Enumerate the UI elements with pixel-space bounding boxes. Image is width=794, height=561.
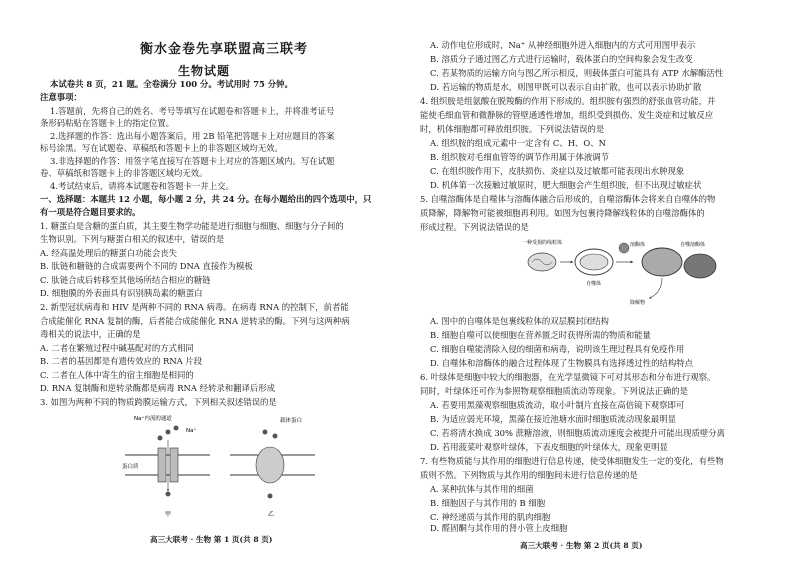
option-line: A. 动作电位形成时，Na⁺ 从神经细胞外进入细胞内的方式可用图甲表示 [430, 40, 696, 50]
question-line: 质降解，降解物可能被细胞再利用。如图为包裹待降解线粒体的自噬溶酶体的 [420, 208, 705, 218]
option-line: C. 若将清水换成 30% 蔗糖溶液，则细胞质流动速度会被提升可能出现质壁分离 [430, 428, 725, 438]
option-line: C. 若某物质的运输方向与图乙所示相反，则载体蛋白可能具有 ATP 水解酶活性 [430, 68, 724, 78]
question-line: 时，机体细胞都可释放组织胺。下列说法错误的是 [420, 124, 605, 134]
option-line: A. 经高温处理后的糖蛋白功能会丧失 [40, 248, 177, 258]
notice-line: 1.答题前，先将自己的姓名、考号等填写在试题卷和答题卡上，并将准考证号 [50, 106, 335, 116]
question-line: 7. 有些物质能与其作用的细胞进行信息传递，使受体细胞发生一定的变化，有些物 [420, 456, 724, 466]
notice-line: 标号涂黑。写在试题卷、草稿纸和答题卡上的非答题区域均无效。 [40, 143, 283, 153]
option-line: C. 二者在人体中寄生的宿主细胞是相同的 [40, 370, 194, 380]
option-line: A. 若要用黑藻观察细胞质流动，取小叶制片直接在高倍镜下观察即可 [430, 400, 685, 410]
membrane-diagram-a [122, 414, 210, 518]
option-line: D. 细胞膜的外表面具有识别胰岛素的糖蛋白 [40, 288, 203, 298]
fig-label-na: Na⁺ [186, 428, 197, 434]
option-line: D. RNA 复制酶和逆转录酶都是病毒 RNA 经转录和翻译后形成 [40, 383, 275, 393]
question-line: 合成能催化 RNA 复制的酶，后者能合成能催化 RNA 逆转录的酶。下列与这两种病 [40, 316, 350, 326]
exam-header: 衡水金卷先享联盟高三联考 [140, 42, 309, 57]
membrane-diagram-b [230, 416, 315, 518]
option-line: D. 自噬体和溶酶体的融合过程体现了生物膜具有选择透过性的结构特点 [430, 358, 693, 368]
autophagy-figure [520, 236, 730, 308]
option-line: B. 组织胺对毛细血管等的调节作用属于体液调节 [430, 152, 609, 162]
option-line: A. 二者在繁殖过程中碱基配对的方式相同 [40, 343, 194, 353]
question-line: 6. 叶绿体是细胞中较大的细胞器，在光学显微镜下可对其形态和分布进行观察。 [420, 372, 716, 382]
question-line: 1. 糖蛋白是含糖的蛋白质，其主要生物学功能是进行细胞与细胞、细胞与分子间的 [40, 221, 344, 231]
option-line: B. 为适应弱光环境，黑藻在接近池塘水面时细胞质流动现象最明显 [430, 414, 676, 424]
option-line: C. 肽链合成后转移至其他场所结合相应的糖链 [40, 275, 211, 285]
fig-label-products: 降解物 [630, 300, 646, 306]
notice-line: 3.非选择题的作答：用签字笔直接写在答题卡上对应的答题区域内。写在试题 [50, 156, 335, 166]
subject-title: 生物试题 [178, 64, 231, 78]
option-line: B. 细胞因子与其作用的 B 细胞 [430, 498, 546, 508]
option-line: D. 若运输的物质是水，则图甲既可以表示自由扩散，也可以表示协助扩散 [430, 82, 702, 92]
section-heading: 一、选择题：本题共 12 小题，每小题 2 分，共 24 分。在每小题给出的四个选项中，只 [40, 194, 372, 204]
option-line: B. 溶质分子通过图乙方式进行运输时，载体蛋白的空间构象会发生改变 [430, 54, 693, 64]
question-line: 形成过程。下列说法错误的是 [420, 222, 529, 232]
option-line: C. 细胞自噬能清除入侵的细菌和病毒，说明该生理过程具有免疫作用 [430, 344, 685, 354]
option-line: D. 机体第一次接触过敏原时，肥大细胞会产生组织胺，但不出现过敏症状 [430, 180, 702, 190]
page-footer: 高三大联考 · 生物 第 2 页(共 8 页) [520, 541, 643, 550]
option-line: C. 神经递质与其作用的肌肉细胞 [430, 512, 551, 522]
exam-info: 本试卷共 8 页，21 题。全卷满分 100 分。考试用时 75 分钟。 [50, 79, 293, 89]
option-line: B. 二者的基因都是有遗传效应的 RNA 片段 [40, 356, 203, 366]
page-footer: 高三大联考 · 生物 第 1 页(共 8 页) [150, 535, 273, 544]
fig-label-damaged: 一种受损的线粒体 [522, 240, 563, 246]
question-line: 毒相关的说法中，正确的是 [40, 329, 141, 339]
notice-line: 卷、草稿纸和答题卡上的非答题区域均无效。 [40, 168, 208, 178]
notice-line: 2.选择题的作答：选出每小题答案后，用 2B 铅笔把答题卡上对应题目的答案 [50, 131, 335, 141]
fig-label-channel: Na⁺内流的通道 [134, 416, 172, 422]
question-line: 同时，叶绿体还可作为参照物观察细胞质流动等现象。下列说法正确的是 [420, 386, 688, 396]
question-line: 4. 组织胺是组氨酸在脱羧酶的作用下形成的。组织胺有强烈的舒张血管功能，并 [420, 96, 716, 106]
lysosome-icon [619, 243, 629, 253]
fig-label-carrier: 载体蛋白 [280, 418, 303, 424]
question-line: 生物识别。下列与糖蛋白相关的叙述中，错误的是 [40, 234, 225, 244]
fig-label-autolysosome: 自噬溶酶体 [680, 242, 706, 248]
notice-title: 注意事项： [40, 92, 82, 102]
transport-figure [120, 410, 320, 520]
question-line: 5. 自噬溶酶体是自噬体与溶酶体融合后形成的，自噬溶酶体会将来自自噬体的物 [420, 194, 716, 204]
question-line: 3. 如图为两种不同的物质跨膜运输方式，下列相关叙述错误的是 [40, 397, 277, 407]
question-line: 2. 新型冠状病毒和 HIV 是两种不同的 RNA 病毒。在病毒 RNA 的控制下，前者能 [40, 302, 349, 312]
fig-label-yi: 乙 [268, 511, 275, 518]
option-line: C. 在组织胺作用下，皮肤损伤、炎症以及过敏都可能表现出水肿现象 [430, 166, 685, 176]
fig-label-jia: 甲 [165, 511, 172, 518]
fig-label-lysosome: 溶酶体 [630, 242, 646, 248]
section-heading: 有一项是符合题目要求的。 [40, 207, 141, 217]
question-line: 能使毛细血管和微静脉的管壁通透性增加，组织受到损伤、发生炎症和过敏反应 [420, 110, 714, 120]
question-line: 质则不然。下列物质与其作用的细胞间未进行信息传递的是 [420, 470, 638, 480]
option-line: D. 醛固酮与其作用的肾小管上皮细胞 [430, 523, 568, 533]
fig-label-protein: 蛋白质 [122, 464, 139, 470]
option-line: D. 若用菠菜叶观察叶绿体，下表皮细胞的叶绿体大，现象更明显 [430, 442, 668, 452]
fig-label-autophagosome: 自噬体 [586, 281, 602, 287]
option-line: A. 组织胺的组成元素中一定含有 C、H、O、N [430, 138, 606, 148]
notice-line: 4.考试结束后，请将本试题卷和答题卡一并上交。 [50, 181, 234, 191]
option-line: A. 图中的自噬体是包裹线粒体的双层膜封闭结构 [430, 316, 609, 326]
option-line: A. 某种抗体与其作用的细菌 [430, 484, 534, 494]
autolysosome-icon [642, 248, 682, 276]
option-line: B. 细胞自噬可以使细胞在营养匮乏时获得所需的物质和能量 [430, 330, 651, 340]
notice-line: 条形码粘贴在答题卡上的指定位置。 [40, 118, 174, 128]
option-line: B. 肽链和糖链的合成需要两个不同的 DNA 直接作为模板 [40, 261, 253, 271]
